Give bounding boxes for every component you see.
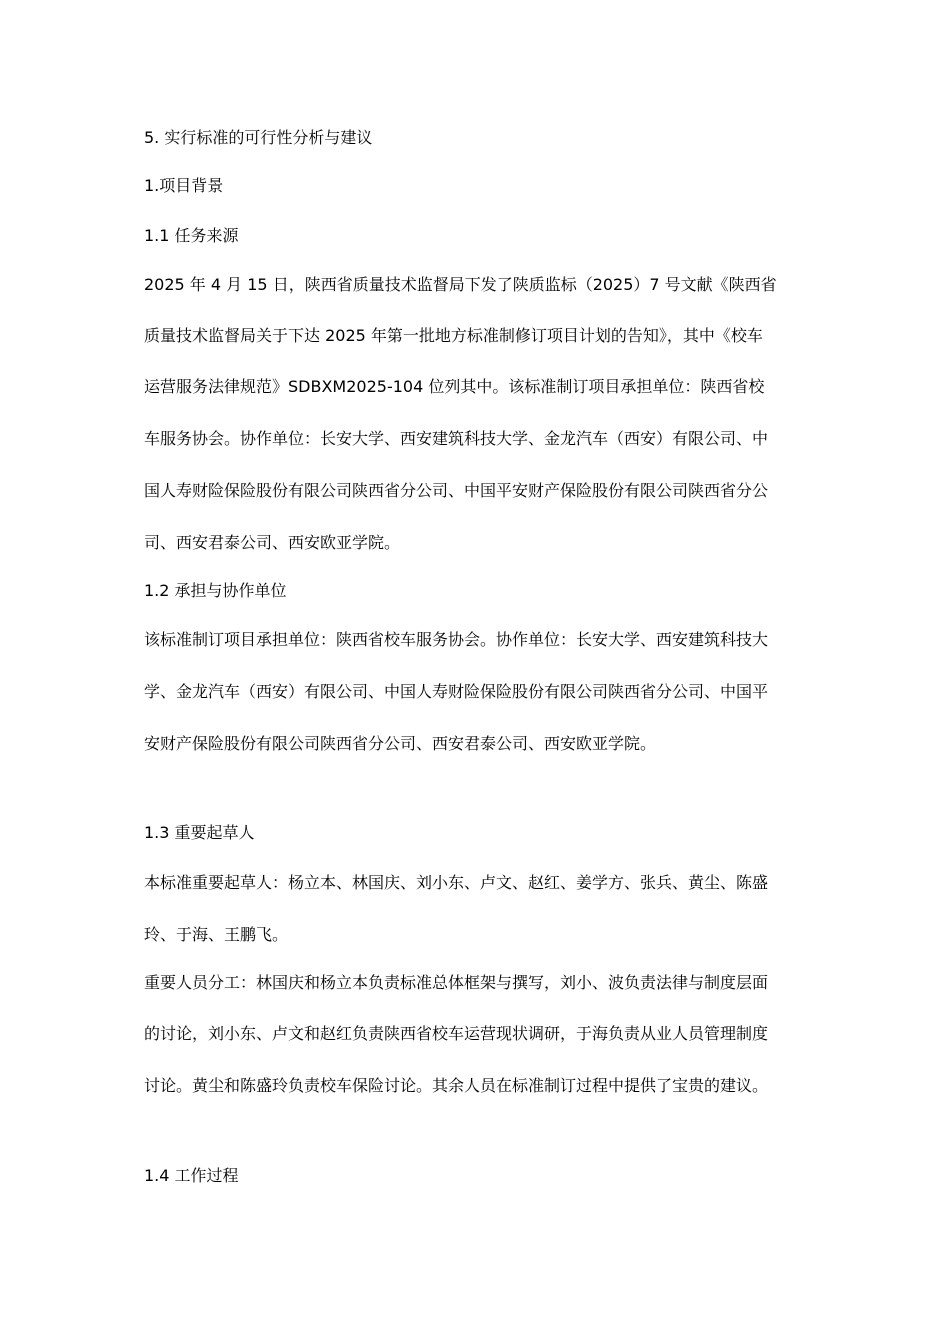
paragraph-1-3b-line: 重要人员分工：林国庆和杨立本负责标准总体框架与撰写，刘小、波负责法律与制度层面 [144, 973, 769, 992]
paragraph-1-1-line: 车服务协会。协作单位：长安大学、西安建筑科技大学、金龙汽车（西安）有限公司、中 [144, 429, 769, 448]
paragraph-1-1-line: 质量技术监督局关于下达 2025 年第一批地方标准制修订项目计划的告知》，其中《校车 [144, 326, 763, 345]
section-1-heading: 1.项目背景 [144, 176, 224, 195]
paragraph-1-3a-line: 本标准重要起草人：杨立本、林国庆、刘小东、卢文、赵红、姜学方、张兵、黄尘、陈盛 [144, 873, 769, 892]
paragraph-1-2-line: 学、金龙汽车（西安）有限公司、中国人寿财险保险股份有限公司陕西省分公司、中国平 [144, 682, 769, 701]
paragraph-1-3a-line: 玲、于海、王鹏飞。 [144, 925, 289, 944]
section-5-heading: 5. 实行标准的可行性分析与建议 [144, 128, 373, 147]
section-1-1-heading: 1.1 任务来源 [144, 226, 239, 245]
paragraph-1-3b-line: 的讨论，刘小东、卢文和赵红负责陕西省校车运营现状调研，于海负责从业人员管理制度 [144, 1024, 769, 1043]
paragraph-1-1-line: 运营服务法律规范》SDBXM2025-104 位列其中。该标准制订项目承担单位：陕西省校 [144, 377, 765, 396]
paragraph-1-1-line: 国人寿财险保险股份有限公司陕西省分公司、中国平安财产保险股份有限公司陕西省分公 [144, 481, 769, 500]
paragraph-1-2-line: 安财产保险股份有限公司陕西省分公司、西安君泰公司、西安欧亚学院。 [144, 734, 657, 753]
paragraph-1-1-line: 司、西安君泰公司、西安欧亚学院。 [144, 533, 401, 552]
section-1-4-heading: 1.4 工作过程 [144, 1166, 239, 1185]
paragraph-1-3b-line: 讨论。黄尘和陈盛玲负责校车保险讨论。其余人员在标准制订过程中提供了宝贵的建议。 [144, 1076, 769, 1095]
paragraph-1-1-line: 2025 年 4 月 15 日，陕西省质量技术监督局下发了陕质监标（2025）7 号文献《陕西省 [144, 275, 777, 294]
section-1-3-heading: 1.3 重要起草人 [144, 823, 255, 842]
section-1-2-heading: 1.2 承担与协作单位 [144, 581, 287, 600]
paragraph-1-2-line: 该标准制订项目承担单位：陕西省校车服务协会。协作单位：长安大学、西安建筑科技大 [144, 630, 769, 649]
